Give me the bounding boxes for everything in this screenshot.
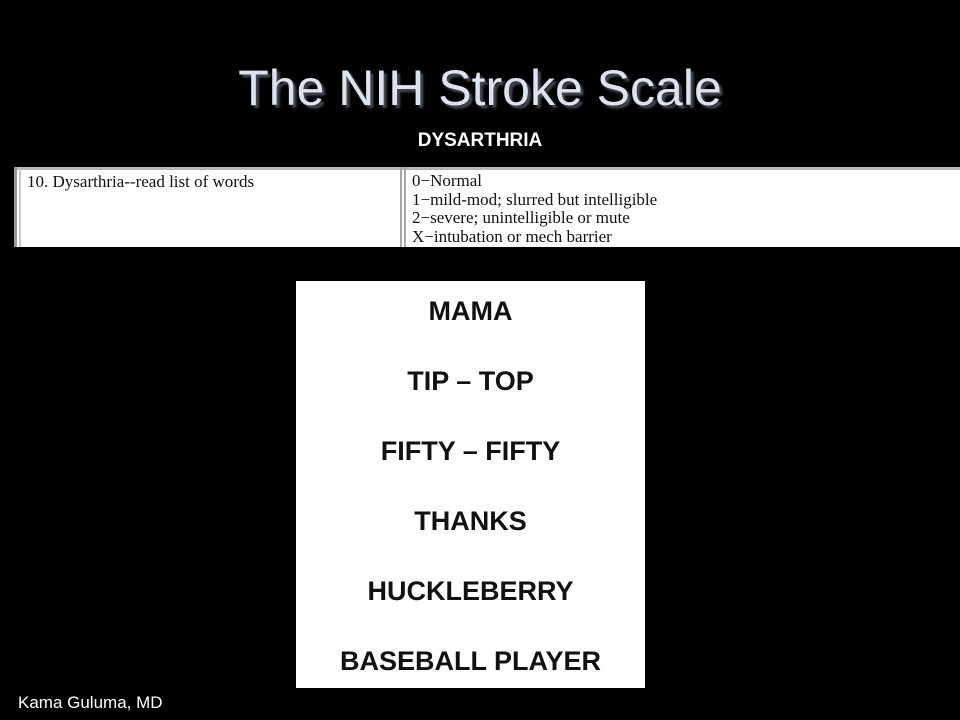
score-option-1: 1−mild-mod; slurred but intelligible <box>412 189 658 209</box>
table-top-rule <box>17 167 960 170</box>
word-item: TIP – TOP <box>407 366 534 396</box>
slide-title: The NIH Stroke Scale <box>238 60 722 116</box>
scale-item-label: 10. Dysarthria--read list of words <box>27 172 255 191</box>
word-item: FIFTY – FIFTY <box>380 436 561 466</box>
table-left-rule <box>19 167 21 247</box>
table-column-divider <box>400 167 406 247</box>
score-option-0: 0−Normal <box>412 171 483 190</box>
word-item: BASEBALL PLAYER <box>339 646 602 676</box>
score-option-2: 2−severe; unintelligible or mute <box>412 208 630 227</box>
scale-item-table <box>14 167 960 247</box>
word-item: HUCKLEBERRY <box>367 576 574 606</box>
score-option-x: X−intubation or mech barrier <box>412 226 612 246</box>
word-item: THANKS <box>414 506 527 536</box>
word-list-card <box>296 281 645 688</box>
slide-subtitle: DYSARTHRIA <box>417 130 543 151</box>
word-item: MAMA <box>428 296 513 326</box>
score-options <box>412 172 657 246</box>
author-credit: Kama Guluma, MD <box>18 693 163 712</box>
